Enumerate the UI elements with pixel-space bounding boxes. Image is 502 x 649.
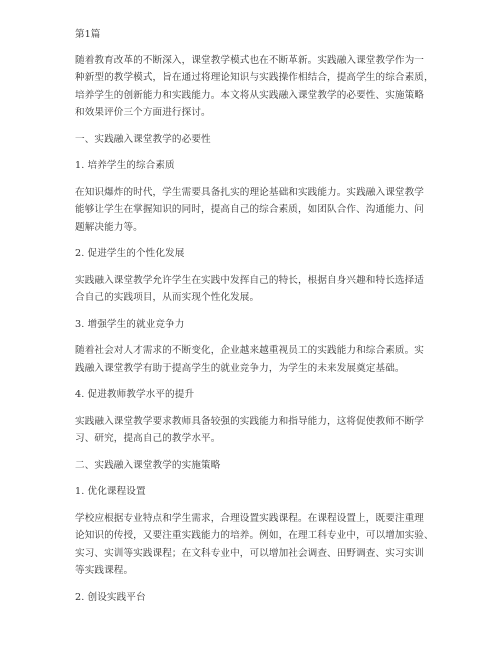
paragraph-line: 实践融入课堂教学允许学生在实践中发挥自己的特长，根据自身兴趣和特长选择适 [75, 274, 424, 286]
subsection-heading: 2. 创设实践平台 [75, 591, 146, 603]
paragraph-line: 论知识的传授，又要注重实践能力的培养。例如，在理工科专业中，可以增加实验、 [75, 530, 434, 541]
subsection-heading: 4. 促进教师教学水平的提升 [75, 389, 195, 400]
subsection-heading: 3. 增强学生的就业竞争力 [75, 318, 185, 330]
paragraph-line: 能够让学生在掌握知识的同时，提高自己的综合素质，如团队合作、沟通能力、问 [75, 204, 424, 215]
subsection-heading: 1. 培养学生的综合素质 [75, 160, 175, 171]
paragraph-line: 培养学生的创新能力和实践能力。本文将从实践融入课堂教学的必要性、实施策略 [75, 89, 424, 101]
spacer [75, 236, 436, 245]
section-heading: 二、实践融入课堂教学的实施策略 [75, 459, 221, 471]
paragraph-line: 学校应根据专业特点和学生需求，合理设置实践课程。在课程设置上，既要注重理 [75, 512, 424, 524]
paragraph-line: 合自己的实践项目，从而实现个性化发展。 [75, 292, 260, 303]
paragraph-line: 实践融入课堂教学要求教师具备较强的实践能力和指导能力，这将促使教师不断学 [75, 415, 424, 427]
spacer [75, 501, 436, 510]
body-paragraph [75, 413, 436, 448]
spacer [75, 448, 436, 457]
subsection-heading: 1. 优化课程设置 [75, 486, 146, 497]
paragraph-line: 随着社会对人才需求的不断变化，企业越来越重视员工的实践能力和综合素质。实 [75, 345, 424, 356]
body-paragraph [75, 184, 436, 237]
paragraph-line: 实习、实训等实践课程；在文科专业中，可以增加社会调查、田野调查、实习实训 [75, 547, 424, 559]
paragraph-line: 等实践课程。 [75, 565, 134, 576]
spacer [75, 263, 436, 272]
spacer [75, 122, 436, 131]
paragraph-line: 随着教育改革的不断深入，课堂教学模式也在不断革新。实践融入课堂教学作为一 [75, 54, 424, 66]
body-paragraph [75, 272, 436, 307]
spacer [75, 175, 436, 184]
body-paragraph [75, 510, 436, 580]
document-title: 第1篇 [75, 29, 101, 40]
spacer [75, 580, 436, 589]
paragraph-line: 在知识爆炸的时代，学生需要具备扎实的理论基础和实践能力。实践融入课堂教学 [75, 186, 424, 198]
paragraph-line: 题解决能力等。 [75, 221, 143, 233]
paragraph-line: 习、研究，提高自己的教学水平。 [75, 433, 221, 444]
paragraph-line: 践融入课堂教学有助于提高学生的就业竞争力，为学生的未来发展奠定基础。 [75, 362, 405, 374]
body-paragraph [75, 342, 436, 377]
paragraph-line: 和效果评价三个方面进行探讨。 [75, 107, 211, 118]
spacer [75, 404, 436, 413]
intro-paragraph [75, 52, 436, 122]
spacer [75, 148, 436, 157]
section-heading: 一、实践融入课堂教学的必要性 [75, 133, 211, 145]
spacer [75, 377, 436, 386]
spacer [75, 44, 436, 52]
spacer [75, 333, 436, 342]
spacer [75, 474, 436, 483]
paragraph-line: 种新型的教学模式，旨在通过将理论知识与实践操作相结合，提高学生的综合素质， [75, 72, 434, 83]
subsection-heading: 2. 促进学生的个性化发展 [75, 248, 185, 259]
spacer [75, 307, 436, 316]
